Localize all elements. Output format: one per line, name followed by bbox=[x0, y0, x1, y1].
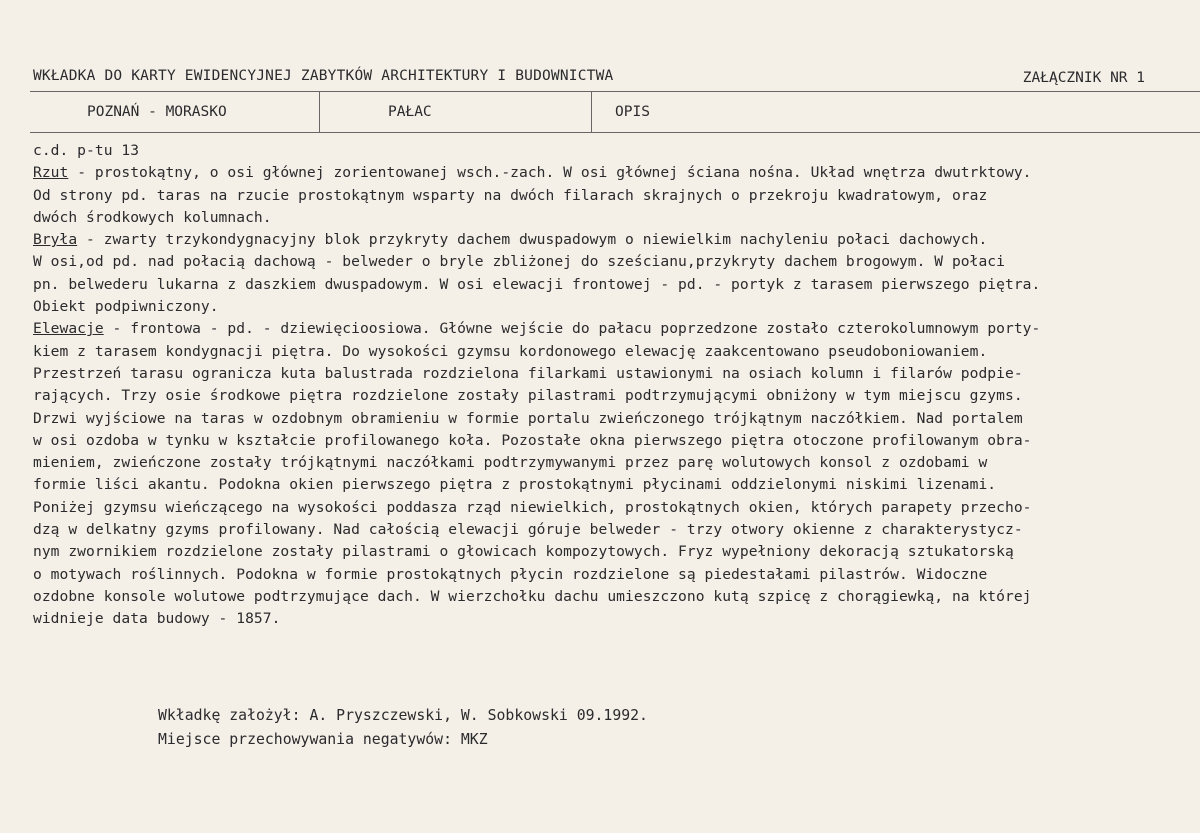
text-line: o motywach roślinnych. Podokna w formie prostokątnych płycin rozdzielone są piedestałami pilastrów. Widoczne bbox=[33, 565, 988, 583]
storage-line: Miejsce przechowywania negatywów: MKZ bbox=[158, 731, 488, 748]
bryla-heading: Bryła bbox=[33, 231, 78, 249]
author-line: Wkładkę założył: A. Pryszczewski, W. Sobkowski 09.1992. bbox=[158, 707, 648, 724]
text-line: rających. Trzy osie środkowe piętra rozdzielone zostały pilastrami podtrzymującymi obniżony w tym miejscu gzyms. bbox=[33, 387, 1023, 405]
text-line: widnieje data budowy - 1857. bbox=[33, 610, 281, 628]
elewacje-heading: Elewacje bbox=[33, 320, 104, 338]
rule-top bbox=[30, 91, 1200, 92]
text-line: Poniżej gzymsu wieńczącego na wysokości poddasza rząd niewielkich, prostokątnych okien, których parapety przecho- bbox=[33, 498, 1032, 516]
rzut-heading: Rzut bbox=[33, 164, 69, 182]
text-line: Drzwi wyjściowe na taras w ozdobnym obramieniu w formie portalu zwieńczonego trójkątnym naczółkiem. Nad portalem bbox=[33, 409, 1023, 427]
text-line: dwóch środkowych kolumnach. bbox=[33, 208, 272, 226]
section-cell: OPIS bbox=[615, 104, 650, 120]
text-line: mieniem, zwieńczone zostały trójkątnymi naczółkami podtrzymywanymi przez parę wolutowych konsol z ozdobami w bbox=[33, 454, 988, 472]
text-line: Bryła - zwarty trzykondygnacyjny blok przykryty dachem dwuspadowym o niewielkim nachyleniu połaci dachowych. bbox=[33, 231, 988, 249]
card-title: WKŁADKA DO KARTY EWIDENCYJNEJ ZABYTKÓW ARCHITEKTURY I BUDOWNICTWA bbox=[33, 68, 614, 84]
text-line: Rzut - prostokątny, o osi głównej zorientowanej wsch.-zach. W osi głównej ściana nośna. Układ wnętrza dwutrktowy. bbox=[33, 164, 1032, 182]
rule-bottom bbox=[30, 132, 1200, 133]
text-line: W osi,od pd. nad połacią dachową - belweder o bryle zbliżonej do sześcianu,przykryty dachem brogowym. W połaci bbox=[33, 253, 1005, 271]
text-line: nym zwornikiem rozdzielone zostały pilastrami o głowicach kompozytowych. Fryz wypełniony dekoracją sztukatorską bbox=[33, 543, 1014, 561]
text-line: w osi ozdoba w tynku w kształcie profilowanego koła. Pozostałe okna pierwszego piętra otoczone profilowanym obra- bbox=[33, 431, 1032, 449]
attachment-number: ZAŁĄCZNIK NR 1 bbox=[1022, 70, 1145, 86]
text-line: kiem z tarasem kondygnacji piętra. Do wysokości gzymsu kordonowego elewację zaakcentowano pseudoboniowaniem. bbox=[33, 342, 988, 360]
description-text bbox=[33, 140, 1193, 631]
text-line: formie liści akantu. Podokna okien pierwszego piętra z prostokątnymi płycinami oddzielonymi niskimi lizenami. bbox=[33, 476, 997, 494]
text-line: pn. belwederu lukarna z daszkiem dwuspadowym. W osi elewacji frontowej - pd. - portyk z tarasem pierwszego piętra. bbox=[33, 275, 1041, 293]
text-line: dzą w delkatny gzyms profilowany. Nad całością elewacji góruje belweder - trzy otwory okienne z charakterystycz- bbox=[33, 521, 1023, 539]
divider-1 bbox=[319, 91, 320, 133]
text-line: Obiekt podpiwniczony. bbox=[33, 298, 219, 316]
location-cell: POZNAŃ - MORASKO bbox=[87, 104, 227, 120]
text-line: ozdobne konsole wolutowe podtrzymujące dach. W wierzchołku dachu umieszczono kutą szpicę z chorągiewką, na której bbox=[33, 587, 1032, 605]
continuation-note: c.d. p-tu 13 bbox=[33, 142, 140, 159]
text-line: Od strony pd. taras na rzucie prostokątnym wsparty na dwóch filarach skrajnych o przekroju kwadratowym, oraz bbox=[33, 186, 988, 204]
divider-2 bbox=[591, 91, 592, 133]
object-cell: PAŁAC bbox=[388, 104, 432, 120]
text-line: Przestrzeń tarasu ogranicza kuta balustrada rozdzielona filarkami ustawionymi na osiach kolumn i filarów podpie- bbox=[33, 364, 1023, 382]
text-line: Elewacje - frontowa - pd. - dziewięcioosiowa. Główne wejście do pałacu poprzedzone zostało czterokolumnowym porty- bbox=[33, 320, 1041, 338]
